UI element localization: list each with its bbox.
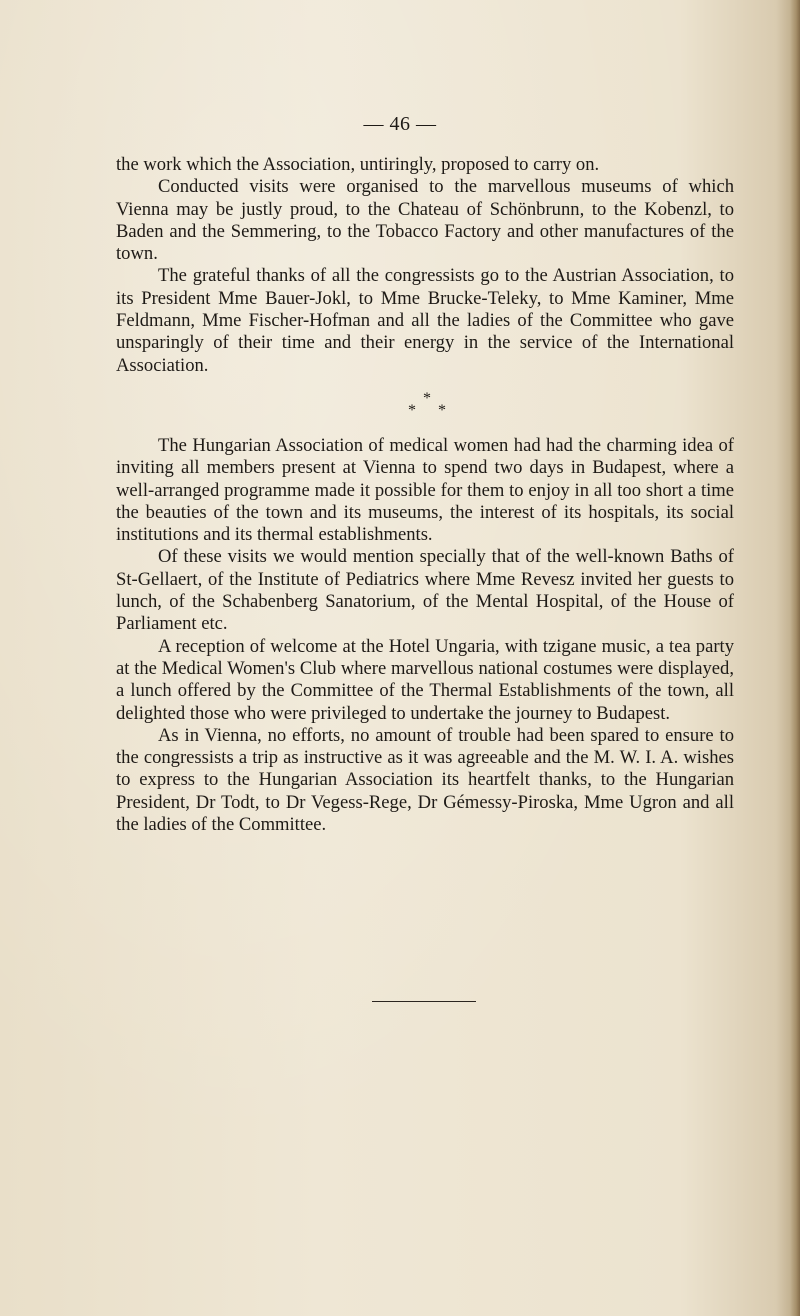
section-divider-asterism [116, 383, 734, 431]
page-edge-shadow [790, 0, 800, 1316]
paragraph-continuation: the work which the Association, untiringly, proposed to carry on. [116, 154, 600, 175]
paragraph-thanks-hungarian: As in Vienna, no efforts, no amount of trouble had been spared to ensure to the congressists a trip as instructive as it was agreeable and the M. W. I. A. wishes to express to the Hungarian Association its heartfelt thanks, to the Hungarian President, Dr Todt, to Dr Vegess-Rege, Dr Gémessy-Piroska, Mme Ugron and all the ladies of the Committee. [116, 724, 734, 836]
body-text [116, 154, 734, 836]
paragraph-grateful-thanks: The grateful thanks of all the congressists go to the Austrian Association, to its President Mme Bauer-Jokl, to Mme Brucke-Teleky, to Mme Kaminer, Mme Feldmann, Mme Fischer-Hofman and all the ladies of the Committee who gave unsparingly of their time and their energy in the service of the International Association. [116, 265, 734, 376]
paragraph-hungarian-association: The Hungarian Association of medical women had had the charming idea of inviting all members present at Vienna to spend two days in Budapest, where a well-arranged programme made it possible for them to enjoy in all too short a time the beauties of the town and its museums, the interest of its hospitals, its social institutions and its thermal establishments. [116, 434, 734, 546]
paragraph-reception: A reception of welcome at the Hotel Ungaria, with tzigane music, a tea party at the Medical Women's Club where marvellous national costumes were displayed, a lunch offered by the Committee of the Thermal Establishments of the town, all delighted those who were privileged to undertake the journey to Budapest. [116, 635, 734, 724]
asterisk-left: * [408, 401, 416, 419]
end-rule [372, 1001, 476, 1002]
asterisk-top: * [423, 389, 431, 407]
paragraph-visits-mention: Of these visits we would mention specially that of the well-known Baths of St-Gellaert, of the Institute of Pediatrics where Mme Revesz invited her guests to lunch, of the Schabenberg Sanatorium, of the Mental Hospital, of the House of Parliament etc. [116, 546, 734, 635]
page-number: — 46 — [363, 113, 437, 135]
asterisk-right: * [438, 401, 446, 419]
paragraph-conducted-visits: Conducted visits were organised to the marvellous museums of which Vienna may be justly proud, to the Chateau of Schönbrunn, to the Kobenzl, to Baden and the Semmering, to the Tobacco Factory and other manufactures of the town. [116, 176, 734, 265]
